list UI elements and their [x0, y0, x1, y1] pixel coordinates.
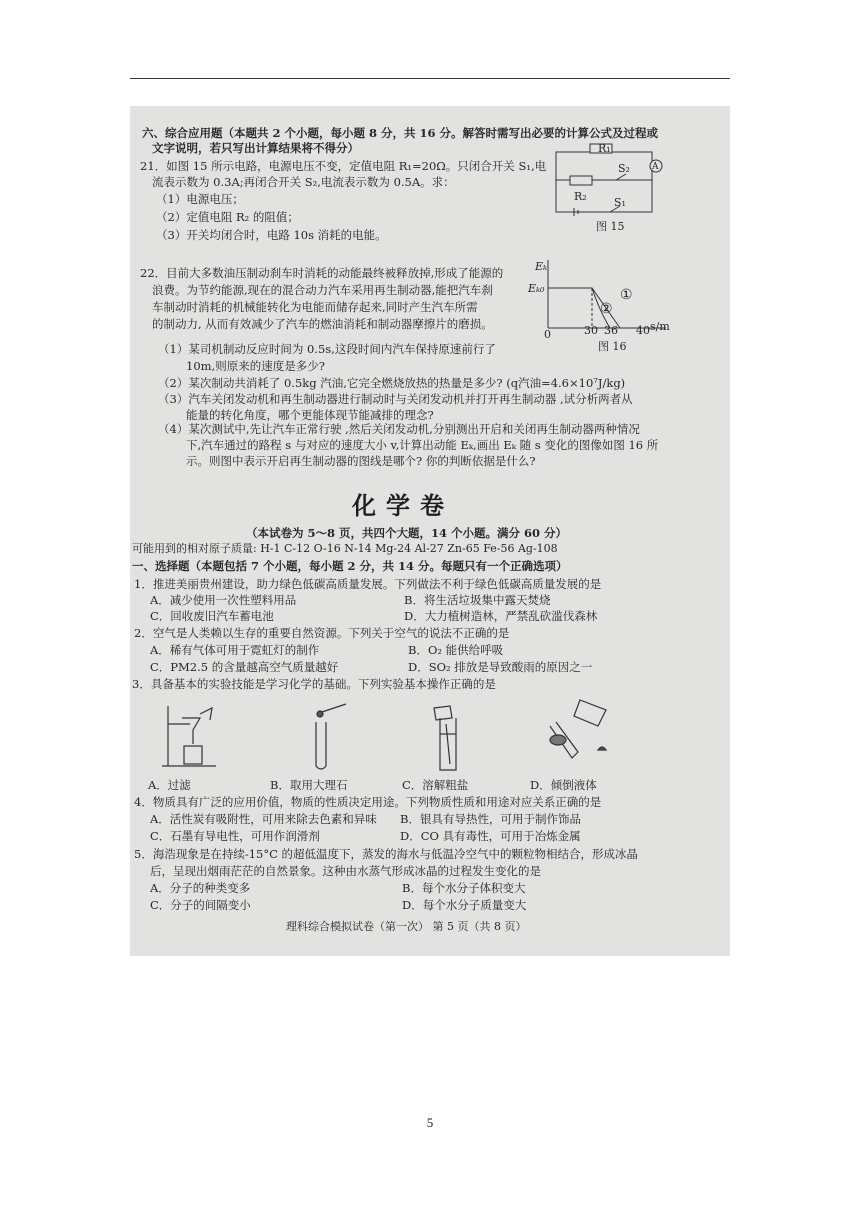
q5-stem-line2: 后，呈现出烟雨茫茫的自然景象。这种由水蒸气形成冰晶的过程发生变化的是: [150, 864, 541, 878]
q22-sub3b: 能量的转化角度，哪个更能体现节能减排的理念?: [186, 408, 434, 422]
test-tube-marble-illustration: [308, 702, 358, 774]
q2-stem: 2．空气是人类赖以生存的重要自然资源。下列关于空气的说法不正确的是: [134, 626, 510, 640]
q2-option-a: A．稀有气体可用于霓虹灯的制作: [150, 643, 320, 657]
q3-option-c: C．溶解粗盐: [402, 778, 469, 792]
q3-option-a: A．过滤: [148, 778, 191, 792]
filtration-apparatus-illustration: [160, 704, 220, 768]
fig15-ammeter-label: A: [652, 162, 659, 172]
fig16-x-axis-label: s/m: [650, 320, 670, 333]
fig16-y-axis-label: Eₖ: [535, 260, 548, 273]
q22-line4: 的制动力, 从而有效减少了汽车的燃油消耗和制动器摩擦片的磨损。: [152, 317, 493, 331]
q4-option-b: B．银具有导热性，可用于制作饰品: [400, 812, 581, 826]
q22-line2: 浪费。为节约能源,现在的混合动力汽车采用再生制动器,能把汽车刹: [152, 283, 493, 297]
q1-option-c: C．回收废旧汽车蓄电池: [150, 609, 274, 623]
q22-sub4c: 示。则图中表示开启再生制动器的图线是哪个? 你的判断依据是什么?: [186, 454, 536, 468]
q21-sub2: （2）定值电阻 R₂ 的阻值；: [156, 210, 299, 224]
q5-option-a: A．分子的种类变多: [150, 881, 251, 895]
q5-stem-line1: 5．海浩现象是在持续-15°C 的超低温度下，蒸发的海水与低温冷空气中的颗粒物相结合，形成冰晶: [134, 847, 639, 861]
q3-option-d: D．倾倒液体: [530, 778, 597, 792]
fig15-caption: 图 15: [596, 220, 625, 233]
q3-stem: 3．具备基本的实验技能是学习化学的基础。下列实验基本操作正确的是: [132, 677, 496, 691]
q4-option-a: A．活性炭有吸附性，可用来除去色素和异味: [150, 812, 377, 826]
chem-section1-heading: 一、选择题（本题包括 7 个小题，每小题 2 分，共 14 分。每题只有一个正确选项）: [132, 559, 568, 573]
section6-heading-line2: 文字说明，若只写出计算结果将不得分）: [152, 141, 359, 155]
q22-sub3a: （3）汽车关闭发动机和再生制动器进行制动时与关闭发动机并打开再生制动器 ,试分析两者从: [158, 392, 633, 406]
q1-option-b: B．将生活垃圾集中露天焚烧: [404, 593, 551, 607]
fig16-caption: 图 16: [598, 340, 627, 353]
q5-option-c: C．分子的间隔变小: [150, 898, 251, 912]
dissolving-salt-illustration: [430, 704, 480, 774]
fig16-tick-36: 36: [604, 324, 618, 337]
q21-line1: 21．如图 15 所示电路，电源电压不变，定值电阻 R₁=20Ω。只闭合开关 S₁,电: [140, 159, 547, 173]
q2-option-d: D．SO₂ 排放是导致酸雨的原因之一: [408, 660, 593, 674]
fig16-curve2-label: ②: [600, 301, 613, 317]
q22-sub4b: 下,汽车通过的路程 s 与对应的速度大小 v,计算出动能 Eₖ,画出 Eₖ 随 s 变化的图像如图 16 所: [186, 438, 659, 452]
q2-option-c: C．PM2.5 的含量越高空气质量越好: [150, 660, 339, 674]
page-number: 5: [426, 1115, 434, 1130]
q3-option-b: B．取用大理石: [270, 778, 348, 792]
q21-sub1: （1）电源电压；: [156, 192, 244, 206]
figure15-circuit: [554, 142, 674, 232]
q22-line1: 22．目前大多数油压制动刹车时消耗的动能最终被释放掉,形成了能源的: [140, 266, 504, 280]
section6-heading-line1: 六、综合应用题（本题共 2 个小题，每小题 8 分，共 16 分。解答时需写出必要的计算公式及过程或: [142, 126, 659, 140]
fig16-tick-30: 30: [584, 324, 598, 337]
q21-line2: 流表示数为 0.3A;再闭合开关 S₂,电流表示数为 0.5A。求：: [152, 175, 455, 189]
q4-option-d: D．CO 具有毒性，可用于冶炼金属: [400, 829, 581, 843]
q22-sub4a: （4）某次测试中,先让汽车正常行驶 ,然后关闭发动机,分别测出开启和关闭再生制动器两种情况: [158, 422, 640, 436]
q22-sub1b: 10m,则原来的速度是多少?: [186, 359, 325, 373]
chem-intro: （本试卷为 5～8 页，共四个大题，14 个小题。满分 60 分）: [246, 526, 568, 540]
q21-sub3: （3）开关均闭合时，电路 10s 消耗的电能。: [156, 228, 387, 242]
q1-option-d: D．大力植树造林，严禁乱砍滥伐森林: [404, 609, 598, 623]
fig15-r1-label: R₁: [598, 142, 611, 155]
fig15-s1-label: S₁: [614, 196, 626, 209]
q4-stem: 4．物质具有广泛的应用价值，物质的性质决定用途。下列物质性质和用途对应关系正确的是: [134, 795, 602, 809]
q5-option-b: B．每个水分子体积变大: [402, 881, 526, 895]
header-rule: [130, 78, 730, 79]
fig16-curve1-label: ①: [620, 287, 633, 303]
q22-line3: 车制动时消耗的机械能转化为电能而储存起来,同时产生汽车所需: [152, 300, 478, 314]
fig15-r2-label: R₂: [574, 190, 587, 203]
q22-sub2: （2）某次制动共消耗了 0.5kg 汽油,它完全燃烧放热的热量是多少? (q汽油=4.6×10⁷J/kg): [158, 376, 626, 390]
fig16-origin-label: 0: [544, 328, 551, 341]
fig16-y0-label: Eₖ₀: [528, 282, 545, 295]
fig15-s2-label: S₂: [618, 162, 630, 175]
q1-option-a: A．减少使用一次性塑料用品: [150, 593, 297, 607]
q4-option-c: C．石墨有导电性，可用作润滑剂: [150, 829, 320, 843]
q2-option-b: B．O₂ 能供给呼吸: [408, 643, 504, 657]
q1-stem: 1．推进美丽贵州建设，助力绿色低碳高质量发展。下列做法不利于绿色低碳高质量发展的是: [134, 577, 602, 591]
pouring-liquid-illustration: [536, 696, 616, 766]
fig16-tick-40: 40: [636, 324, 650, 337]
scan-footer: 理科综合模拟试卷（第一次） 第 5 页（共 8 页）: [286, 920, 527, 933]
scanned-exam-page: [130, 106, 730, 956]
chem-title: 化学卷: [352, 491, 454, 520]
q22-sub1a: （1）某司机制动反应时间为 0.5s,这段时间内汽车保持原速前行了: [158, 342, 496, 356]
q5-option-d: D．每个水分子质量变大: [402, 898, 527, 912]
chem-atomic-masses: 可能用到的相对原子质量: H-1 C-12 O-16 N-14 Mg-24 Al-27 Zn-65 Fe-56 Ag-108: [132, 542, 558, 555]
